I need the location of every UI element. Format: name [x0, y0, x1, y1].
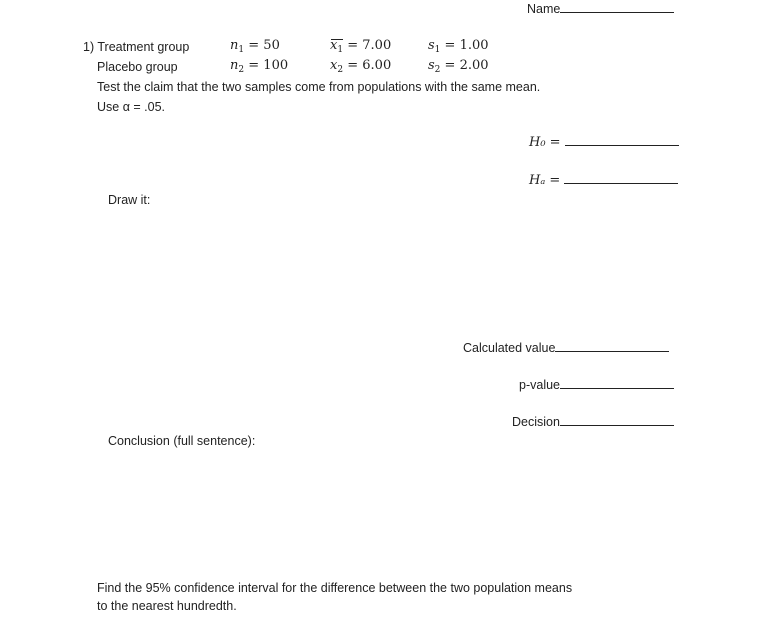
s2-stat: $s_2 = 2.00$ [428, 58, 489, 75]
n1-stat: $n_1 = 50$ [230, 38, 280, 55]
n1-value: 50 [263, 38, 280, 53]
problem-number: 1) [83, 40, 95, 54]
pvalue-field [519, 377, 674, 393]
name-blank[interactable] [560, 1, 674, 13]
s1-stat: $s_1 = 1.00$ [428, 38, 489, 55]
draw-label: Draw it: [108, 193, 151, 207]
decision-label: Decision [512, 415, 560, 429]
placebo-label: Placebo group [97, 60, 178, 74]
ha-label: Hₐ = [529, 173, 561, 188]
name-label: Name [527, 2, 561, 16]
s1-value: 1.00 [459, 38, 489, 53]
ci-question-line-1: Find the 95% confidence interval for the difference between the two population means [97, 581, 573, 595]
x2-value: 6.00 [362, 58, 392, 73]
h0-blank[interactable] [565, 134, 679, 146]
n2-value: 100 [263, 58, 289, 73]
instruction-text: Test the claim that the two samples come from populations with the same mean. [97, 80, 541, 94]
treatment-label: Treatment group [97, 40, 190, 54]
problem-line-1 [83, 39, 189, 55]
calculated-value-field [463, 340, 669, 356]
calculated-value-blank[interactable] [555, 340, 669, 352]
calculated-value-label: Calculated value [463, 341, 556, 355]
name-field [527, 1, 674, 17]
x1-value: 7.00 [362, 38, 392, 53]
decision-field [512, 414, 674, 430]
s2-value: 2.00 [459, 58, 489, 73]
pvalue-label: p-value [519, 378, 560, 392]
pvalue-blank[interactable] [560, 377, 674, 389]
conclusion-label: Conclusion (full sentence): [108, 434, 256, 448]
n2-stat: $n_2 = 100$ [230, 58, 289, 75]
ha-blank[interactable] [564, 172, 678, 184]
ha-field [529, 172, 678, 189]
x1-stat: $x_1 = 7.00$ [330, 38, 392, 55]
decision-blank[interactable] [560, 414, 674, 426]
h0-label: H₀ = [529, 135, 561, 150]
h0-field [529, 134, 679, 151]
ci-question-line-2: to the nearest hundredth. [97, 599, 237, 613]
alpha-text: Use α = .05. [97, 100, 166, 114]
x2-stat: $x_2 = 6.00$ [330, 58, 392, 75]
